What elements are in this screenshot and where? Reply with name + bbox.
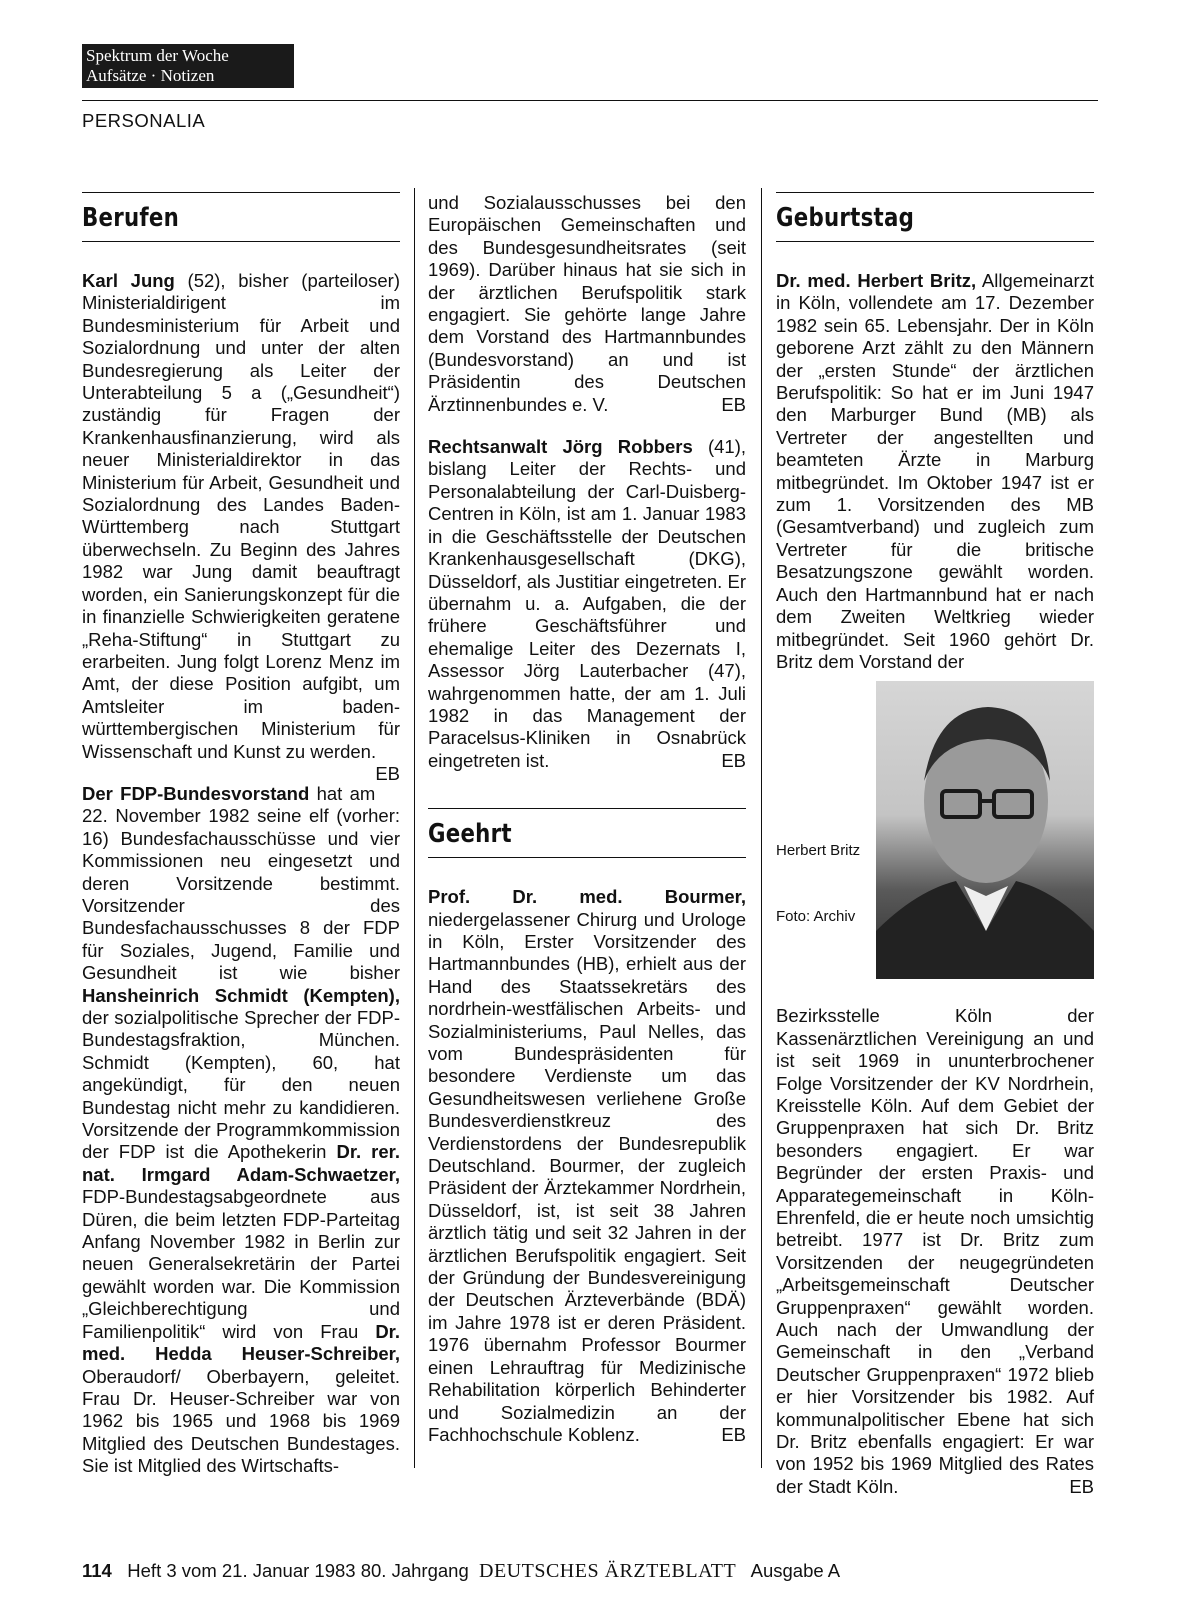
section-label: [82, 44, 294, 88]
article-robbers: Rechtsanwalt Jörg Robbers (41), bislang Leiter der Rechts- und Personalabteilung der Carl-Duisberg-Centren in Köln, ist am 1. Januar 1983 in die Geschäftsstelle der Deutschen Krankenhausgesellschaft (DKG), Düsseldorf, als Justitiar eingetreten. Er übernahm u. a. Aufgaben, die der frühere Geschäftsführer und ehemalige Leiter des Dezernats I, Assessor Jörg Lauterbacher (47), wahrgenommen hatte, der am 1. Juli 1982 in das Management der Paracelsus-Kliniken in Osnabrück eingetreten ist. EB: [428, 436, 746, 771]
edition: Ausgabe A: [750, 1560, 841, 1581]
portrait-illustration: [876, 681, 1094, 979]
column-2: [428, 192, 746, 1446]
section-rule: [776, 192, 1094, 193]
column-1: [82, 192, 400, 1478]
section-rule: [82, 192, 400, 193]
section-label-line1: Spektrum der Woche: [86, 46, 229, 65]
photo-caption-name: Herbert Britz: [776, 842, 861, 860]
photo-block: [776, 681, 1094, 991]
header-rule: [82, 100, 1098, 101]
signature: EB: [721, 1423, 746, 1445]
portrait-photo: [876, 681, 1094, 979]
article-fdp-continued: und Sozialausschusses bei den Europäischen Gemeinschaften und des Bundesgesundheitsrates (seit 1969). Darüber hinaus hat sie sich in der ärztlichen Berufspolitik stark engagiert. Sie gehörte lange Jahre dem Vorstand des Hartmannbundes (Bundesvorstand) an und ist Präsidentin des Deutschen Ärztinnenbundes e. V. EB: [428, 192, 746, 415]
article-fdp: Der FDP-Bundesvorstand hat am 22. November 1982 seine elf (vorher: 16) Bundesfachausschüsse und vier Kommissionen neu eingesetzt und deren Vorsitzende bestimmt. Vorsitzender des Bundesfachausschusses 8 der FDP für Soziales, Jugend, Familie und Gesundheit ist wie bisher Hansheinrich Schmidt (Kempten), der sozialpolitische Sprecher der FDP-Bundestagsfraktion, München. Schmidt (Kempten), 60, hat angekündigt, für den neuen Bundestag nicht mehr zu kandidieren. Vorsitzende der Programmkommission der FDP ist die Apothekerin Dr. rer. nat. Irmgard Adam-Schwaetzer, FDP-Bundestagsabgeordnete aus Düren, die beim letzten FDP-Parteitag Anfang November 1982 in Berlin zur neuen Generalsekretärin der Partei gewählt worden war. Die Kommission „Gleichberechtigung und Familienpolitik“ wird von Frau Dr. med. Hedda Heuser-Schreiber, Oberaudorf/ Oberbayern, geleitet. Frau Dr. Heuser-Schreiber war von 1962 bis 1965 und 1968 bis 1969 Mitglied des Deutschen Bundestages. Sie ist Mitglied des Wirtschafts-: [82, 782, 400, 1477]
page-number: 114: [82, 1560, 112, 1581]
signature: EB: [375, 762, 400, 784]
person-name: Rechtsanwalt Jörg Robbers: [428, 436, 693, 458]
person-name: Karl Jung: [82, 270, 175, 291]
section-rule: [428, 808, 746, 809]
journal-name: DEUTSCHES ÄRZTEBLATT: [479, 1560, 737, 1582]
section-title-geburtstag: Geburtstag: [776, 203, 915, 233]
section-label-line2: Aufsätze · Notizen: [86, 66, 215, 85]
article-britz: Dr. med. Herbert Britz, Allgemeinarzt in Köln, vollendete am 17. Dezember 1982 sein 65. Lebensjahr. Der in Köln geborene Arzt zählt zu den Männern der „ersten Stunde“ der ärztlichen Berufspolitik: So hat er im Juni 1947 den Marburger Bund (MB) als Vertreter der angestellten und beamteten Ärzte in Marburg mitbegründet. Im Oktober 1947 ist er zum 1. Vorsitzenden des MB (Gesamtverband) und zugleich zum Vertreter für die britische Besatzungszone gewählt worden. Auch den Hartmannbund hat er nach dem Zweiten Weltkrieg wieder mitbegründet. Seit 1960 gehört Dr. Britz dem Vorstand der: [776, 270, 1094, 672]
signature: EB: [721, 749, 746, 771]
signature: EB: [1069, 1475, 1094, 1497]
article-bourmer: Prof. Dr. med. Bourmer, niedergelassener Chirurg und Urologe in Köln, Erster Vorsitzender des Hartmannbundes (HB), erhielt aus der Hand des Staatssekretärs des nordrhein-westfälischen Arbeits- und Sozialministeriums, Paul Nelles, das vom Bundespräsidenten für besondere Verdienste um das Gesundheitswesen verliehene Große Bundesverdienstkreuz des Verdienstordens der Bundesrepublik Deutschland. Bourmer, der zugleich Präsident der Ärztekammer Nordrhein, Düsseldorf, ist, ist seit 38 Jahren ärztlich tätig und seit 32 Jahren in der ärztlichen Berufspolitik engagiert. Seit der Gründung der Bundesvereinigung der Deutschen Ärzteverbände (BDÄ) im Jahre 1978 ist er deren Präsident. 1976 übernahm Professor Bourmer einen Lehrauftrag für Medizinische Rehabilitation körperlich Behinderter und Sozialmedizin an der Fachhochschule Koblenz. EB: [428, 886, 746, 1445]
section-title-berufen: Berufen: [82, 203, 180, 233]
rubric: PERSONALIA: [82, 110, 206, 131]
article-jung: Karl Jung (52), bisher (parteiloser) Ministerialdirigent im Bundesministerium für Arbeit und Sozialordnung und unter der alten Bundesregierung als Leiter der Unterabteilung 5 a („Gesundheit“) zuständig für Fragen der Krankenhausfinanzierung, wird als neuer Ministerialdirektor in das Ministerium für Arbeit, Gesundheit und Sozialordnung des Landes Baden-Württemberg nach Stuttgart überwechseln. Zu Beginn des Jahres 1982 war Jung damit beauftragt worden, ein Sanierungskonzept für die in finanzielle Schwierigkeiten geratene „Reha-Stiftung“ in Stuttgart zu erarbeiten. Jung folgt Lorenz Menz im Amt, der diese Position aufgibt, um Amtsleiter im baden-württembergischen Ministerium für Wissenschaft und Kunst zu werden. EB: [82, 270, 400, 784]
section-title-geehrt: Geehrt: [428, 819, 512, 850]
section-rule: [776, 241, 1094, 242]
column-3: [776, 192, 1094, 1498]
person-name: Prof. Dr. med. Bourmer,: [428, 886, 746, 908]
issue-info: Heft 3 vom 21. Januar 1983 80. Jahrgang: [127, 1560, 469, 1581]
page-footer: [82, 1560, 840, 1583]
section-rule: [82, 241, 400, 242]
person-name: Dr. med. Herbert Britz,: [776, 270, 977, 291]
column-divider-2: [761, 188, 762, 1468]
section-rule: [428, 857, 746, 858]
photo-caption-credit: Foto: Archiv: [776, 908, 856, 926]
signature: EB: [721, 393, 746, 415]
article-britz-continued: Bezirksstelle Köln der Kassenärztlichen Vereinigung an und ist seit 1969 in ununterbrochener Folge Vorsitzender der KV Nordrhein, Kreisstelle Köln. Auf dem Gebiet der Gruppenpraxen hat sich Dr. Britz besonders engagiert. Er war Begründer der ersten Praxis- und Apparategemeinschaft in Köln-Ehrenfeld, die er heute noch umsichtig betreibt. 1977 ist Dr. Britz zum Vorsitzenden der neugegründeten „Arbeitsgemeinschaft Deutscher Gruppenpraxen“ gewählt worden. Auch nach der Umwandlung der Gemeinschaft in den „Verband Deutscher Gruppenpraxen“ 1972 blieb er hier Vorsitzender bis 1982. Auf kommunalpolitischer Ebene hat sich Dr. Britz ebenfalls engagiert: Er war von 1952 bis 1969 Mitglied des Rates der Stadt Köln. EB: [776, 1005, 1094, 1497]
column-divider-1: [414, 188, 415, 1468]
